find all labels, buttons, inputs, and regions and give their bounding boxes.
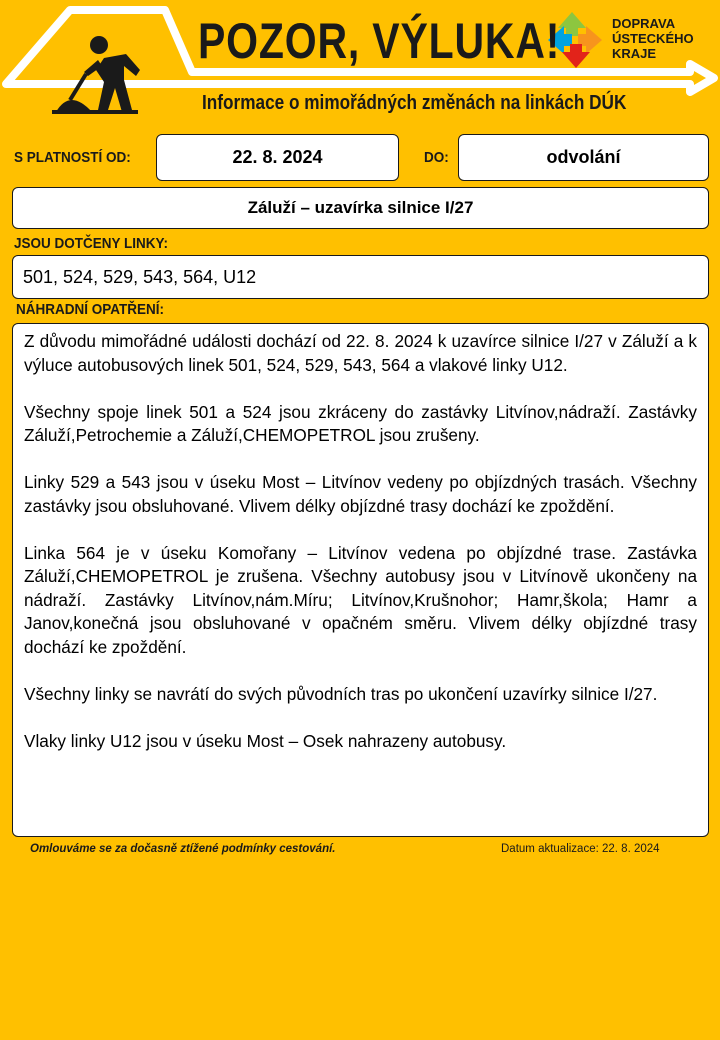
apology-text: Omlouváme se za dočasně ztížené podmínky cestování. (30, 843, 336, 855)
valid-to-box (458, 134, 709, 181)
banner-subtitle: Informace o mimořádných změnách na linkách DÚK (202, 92, 627, 114)
measures-paragraph: Vlaky linky U12 jsou v úseku Most – Osek nahrazeny autobusy. (24, 730, 507, 751)
logo-text (612, 16, 694, 61)
measures-paragraph: Linka 564 je v úseku Komořany – Litvínov vedena po objízdné trase. Zastávka Záluží,CHEMOPETROL je zrušena. Všechny autobusy jsou v Litvínově ukončeny na nádraží. Zastávky Litvínov,nám.Míru; Litvínov,Krušnohor; Hamr,škola; Hamr a Janov,konečná jsou obsluhované v opačném směru. Vlivem délky objízdné trasy dochází ke zpoždění. (24, 542, 697, 657)
measures-paragraph: Všechny linky se navrátí do svých původních tras po ukončení uzavírky silnice I/27. (24, 683, 658, 704)
logo-line: KRAJE (612, 46, 657, 61)
logo-line: ÚSTECKÉHO (612, 31, 694, 46)
affected-lines-value: 501, 524, 529, 543, 564, U12 (23, 266, 257, 287)
update-date: Datum aktualizace: 22. 8. 2024 (501, 843, 660, 855)
worker-icon (52, 36, 140, 114)
measures-box (12, 323, 709, 837)
logo-line: DOPRAVA (612, 16, 676, 31)
notice-title-box (12, 187, 709, 229)
measures-label: NÁHRADNÍ OPATŘENÍ: (16, 301, 164, 318)
valid-to-value: odvolání (546, 147, 621, 167)
valid-from-label: S PLATNOSTÍ OD: (14, 149, 131, 166)
measures-paragraph: Linky 529 a 543 jsou v úseku Most – Litvínov vedeny po objízdných trasách. Všechny zastávky jsou obsluhované. Vlivem délky objízdné trasy dochází ke zpoždění. (24, 472, 697, 516)
measures-paragraph: Všechny spoje linek 501 a 524 jsou zkráceny do zastávky Litvínov,nádraží. Zastávky Záluží,Petrochemie a Záluží,CHEMOPETROL jsou zrušeny. (24, 401, 697, 445)
valid-from-value: 22. 8. 2024 (232, 147, 323, 167)
valid-to-label: DO: (424, 149, 449, 166)
notice-title: Záluží – uzavírka silnice I/27 (247, 198, 474, 217)
affected-lines-label: JSOU DOTČENY LINKY: (14, 235, 169, 252)
valid-from-box (156, 134, 399, 181)
affected-lines-box (12, 255, 709, 299)
measures-paragraph: Z důvodu mimořádné události dochází od 22. 8. 2024 k uzavírce silnice I/27 v Záluží a k výluce autobusových linek 501, 524, 529, 543, 564 a vlakové linky U12. (24, 331, 697, 375)
banner-title: POZOR, VÝLUKA! (198, 13, 561, 69)
